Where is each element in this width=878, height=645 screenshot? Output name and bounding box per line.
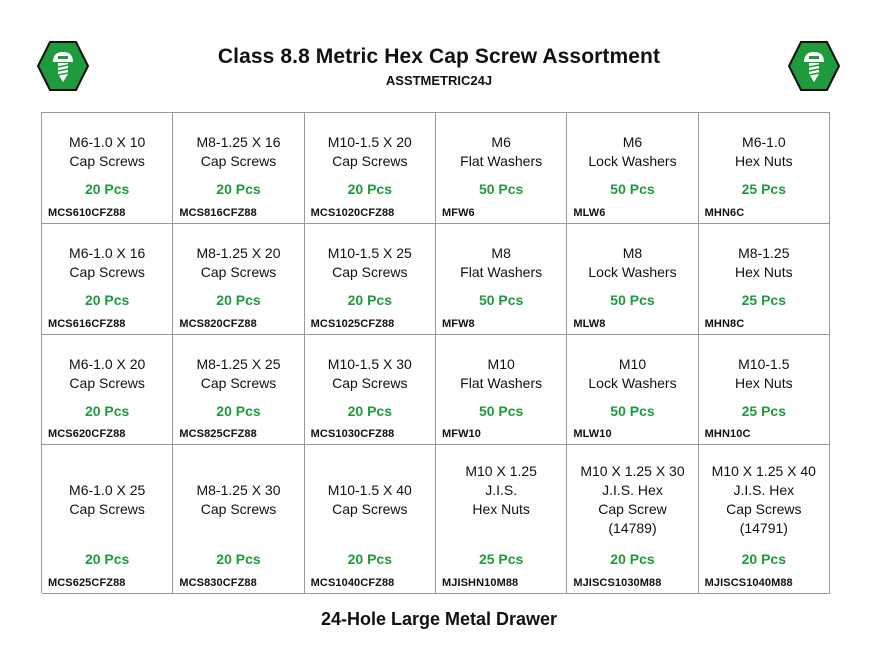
drawer-cell [305, 224, 436, 335]
item-description: M10-1.5 X 20 Cap Screws [327, 134, 412, 169]
drawer-cell [567, 445, 698, 594]
item-description: M8-1.25 Hex Nuts [735, 245, 793, 280]
item-sku: MCS610CFZ88 [48, 207, 126, 219]
drawer-cell [173, 224, 304, 335]
drawer-cell [173, 335, 304, 445]
item-sku: MLW10 [573, 428, 612, 440]
item-description: M6-1.0 X 25 Cap Screws [69, 482, 146, 517]
drawer-cell [699, 113, 830, 224]
item-description: M8 Flat Washers [460, 245, 543, 280]
item-description: M10-1.5 X 40 Cap Screws [327, 482, 412, 517]
item-quantity: 50 Pcs [610, 292, 655, 308]
item-sku: MCS625CFZ88 [48, 577, 126, 589]
item-sku: MCS1025CFZ88 [310, 318, 395, 330]
drawer-cell [173, 113, 304, 224]
page-subtitle: ASSTMETRIC24J [385, 73, 493, 88]
item-sku: MCS830CFZ88 [179, 577, 257, 589]
item-description: M6-1.0 X 20 Cap Screws [69, 356, 146, 391]
drawer-cell [436, 445, 567, 594]
drawer-cell [42, 335, 173, 445]
item-sku: MJISHN10M88 [441, 577, 519, 589]
item-quantity: 25 Pcs [741, 181, 786, 197]
item-quantity: 20 Pcs [216, 403, 261, 419]
item-quantity: 20 Pcs [347, 551, 392, 567]
item-quantity: 20 Pcs [84, 181, 130, 197]
item-sku: MHN8C [704, 318, 745, 330]
item-description: M8-1.25 X 25 Cap Screws [196, 356, 281, 391]
item-description: M6 Lock Washers [588, 134, 677, 169]
drawer-cell [436, 224, 567, 335]
item-description: M10 Lock Washers [588, 356, 677, 391]
item-quantity: 20 Pcs [610, 551, 655, 567]
drawer-cell [699, 224, 830, 335]
item-sku: MFW8 [441, 318, 475, 330]
item-quantity: 20 Pcs [216, 292, 261, 308]
item-quantity: 20 Pcs [741, 551, 786, 567]
drawer-cell [567, 224, 698, 335]
drawer-cell [173, 445, 304, 594]
page-title: Class 8.8 Metric Hex Cap Screw Assortment [217, 45, 661, 68]
item-quantity: 50 Pcs [478, 181, 524, 197]
item-description: M6-1.0 Hex Nuts [735, 134, 793, 169]
item-quantity: 20 Pcs [84, 403, 130, 419]
item-sku: MCS1040CFZ88 [310, 577, 395, 589]
item-quantity: 50 Pcs [478, 403, 524, 419]
item-sku: MHN6C [704, 207, 745, 219]
drawer-cell [699, 445, 830, 594]
item-description: M6-1.0 X 16 Cap Screws [69, 245, 146, 280]
item-sku: MCS825CFZ88 [179, 428, 257, 440]
drawer-cell [305, 113, 436, 224]
item-quantity: 50 Pcs [610, 181, 655, 197]
item-quantity: 25 Pcs [741, 292, 786, 308]
item-sku: MCS1030CFZ88 [310, 428, 395, 440]
item-description: M8-1.25 X 20 Cap Screws [196, 245, 281, 280]
drawer-grid [41, 112, 830, 593]
item-quantity: 20 Pcs [347, 181, 392, 197]
item-description: M10 X 1.25 J.I.S. Hex Nuts [465, 463, 537, 517]
item-quantity: 20 Pcs [84, 551, 130, 567]
item-description: M10-1.5 Hex Nuts [735, 356, 793, 391]
item-description: M6-1.0 X 10 Cap Screws [69, 134, 146, 169]
item-description: M10-1.5 X 30 Cap Screws [327, 356, 412, 391]
item-sku: MCS616CFZ88 [48, 318, 126, 330]
item-sku: MCS1020CFZ88 [310, 207, 395, 219]
item-description: M10 Flat Washers [460, 356, 543, 391]
drawer-cell [699, 335, 830, 445]
drawer-cell [305, 335, 436, 445]
item-sku: MJISCS1040M88 [704, 577, 793, 589]
item-description: M8-1.25 X 30 Cap Screws [196, 482, 281, 517]
item-description: M10-1.5 X 25 Cap Screws [327, 245, 412, 280]
drawer-cell [567, 113, 698, 224]
hex-screw-icon [788, 40, 840, 92]
item-sku: MCS816CFZ88 [179, 207, 257, 219]
item-description: M10 X 1.25 X 40 J.I.S. Hex Cap Screws (14791) [711, 463, 816, 536]
item-description: M8-1.25 X 16 Cap Screws [196, 134, 281, 169]
item-quantity: 20 Pcs [216, 551, 261, 567]
item-description: M8 Lock Washers [588, 245, 677, 280]
drawer-cell [42, 113, 173, 224]
drawer-caption: 24-Hole Large Metal Drawer [320, 609, 558, 629]
item-sku: MLW6 [573, 207, 606, 219]
item-description: M10 X 1.25 X 30 J.I.S. Hex Cap Screw (14789) [580, 463, 685, 536]
item-sku: MFW10 [441, 428, 481, 440]
item-sku: MCS620CFZ88 [48, 428, 126, 440]
drawer-cell [42, 445, 173, 594]
item-quantity: 20 Pcs [347, 403, 392, 419]
item-sku: MJISCS1030M88 [573, 577, 662, 589]
item-sku: MLW8 [573, 318, 606, 330]
item-quantity: 25 Pcs [741, 403, 786, 419]
item-sku: MFW6 [441, 207, 475, 219]
drawer-cell [42, 224, 173, 335]
item-quantity: 20 Pcs [347, 292, 392, 308]
drawer-cell [567, 335, 698, 445]
item-quantity: 20 Pcs [84, 292, 130, 308]
drawer-cell [436, 335, 567, 445]
drawer-cell [305, 445, 436, 594]
item-quantity: 50 Pcs [478, 292, 524, 308]
item-quantity: 50 Pcs [610, 403, 655, 419]
item-sku: MHN10C [704, 428, 751, 440]
item-sku: MCS820CFZ88 [179, 318, 257, 330]
drawer-cell [436, 113, 567, 224]
item-description: M6 Flat Washers [460, 134, 543, 169]
item-quantity: 20 Pcs [216, 181, 261, 197]
item-quantity: 25 Pcs [478, 551, 524, 567]
